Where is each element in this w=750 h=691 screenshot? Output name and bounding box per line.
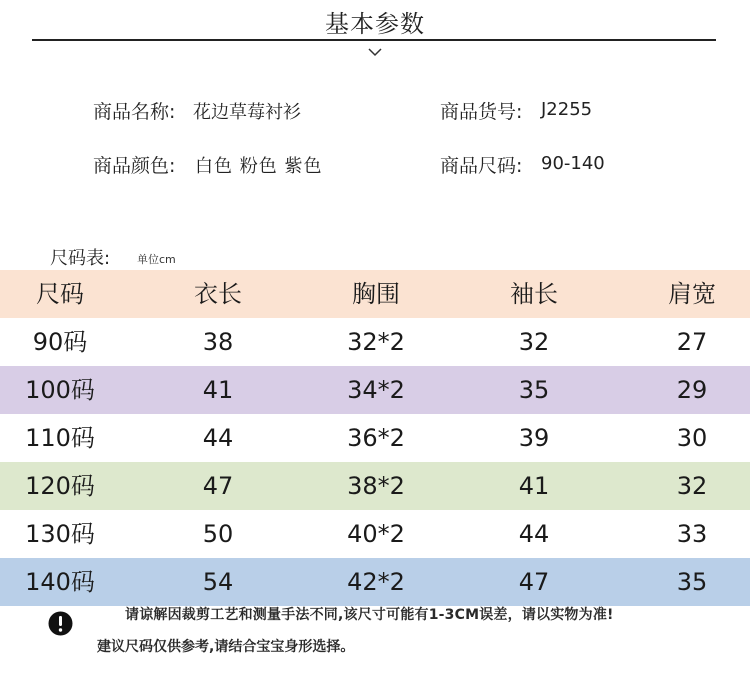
table-cell: 100码: [25, 376, 95, 404]
table-cell: 38: [202, 328, 234, 356]
table-cell: 30: [676, 424, 708, 452]
table-cell: 50: [202, 520, 234, 548]
product-color-label: 商品颜色:: [93, 155, 176, 177]
title-divider: [32, 39, 716, 41]
table-cell: 47: [518, 568, 550, 596]
product-sku-value: J2255: [541, 99, 593, 120]
exclamation-icon: [48, 611, 73, 636]
product-name-label: 商品名称:: [93, 101, 176, 123]
size-table-caption: 尺码表:: [50, 248, 111, 269]
table-cell: 44: [202, 424, 234, 452]
table-cell: 120码: [25, 472, 95, 500]
size-table-unit: 单位cm: [137, 253, 176, 266]
table-cell: 42*2: [347, 568, 405, 596]
table-cell: 32*2: [347, 328, 405, 356]
table-cell: 34*2: [347, 376, 405, 404]
table-header-cell: 肩宽: [668, 280, 716, 308]
table-cell: 44: [518, 520, 550, 548]
page-title: 基本参数: [325, 10, 425, 38]
table-cell: 32: [676, 472, 708, 500]
table-cell: 36*2: [347, 424, 405, 452]
table-cell: 90码: [32, 328, 88, 356]
product-sku-label: 商品货号:: [440, 101, 523, 123]
table-row: [0, 510, 750, 558]
table-cell: 140码: [25, 568, 95, 596]
table-cell: 41: [518, 472, 550, 500]
table-cell: 130码: [25, 520, 95, 548]
chevron-down-icon: [367, 46, 383, 58]
table-header-cell: 胸围: [352, 280, 400, 308]
table-cell: 40*2: [347, 520, 405, 548]
table-cell: 27: [676, 328, 708, 356]
product-size-label: 商品尺码:: [440, 155, 523, 177]
table-header-cell: 尺码: [36, 280, 84, 308]
table-row: [0, 558, 750, 606]
product-name-value: 花边草莓衬衫: [193, 102, 301, 123]
table-cell: 29: [676, 376, 708, 404]
table-cell: 35: [518, 376, 550, 404]
table-header-cell: 衣长: [194, 280, 242, 308]
table-header-cell: 袖长: [510, 280, 558, 308]
product-color-value: 白色 粉色 紫色: [195, 156, 323, 177]
table-cell: 38*2: [347, 472, 405, 500]
table-cell: 35: [676, 568, 708, 596]
table-cell: 54: [202, 568, 234, 596]
table-cell: 32: [518, 328, 550, 356]
table-cell: 39: [518, 424, 550, 452]
size-advice-text: 建议尺码仅供参考,请结合宝宝身形选择。: [97, 639, 355, 655]
table-header-row: [0, 270, 750, 318]
table-row: [0, 366, 750, 414]
table-cell: 33: [676, 520, 708, 548]
disclaimer-text: 请谅解因裁剪工艺和测量手法不同,该尺寸可能有1-3CM误差，请以实物为准!: [125, 607, 614, 623]
table-row: [0, 414, 750, 462]
product-size-value: 90-140: [541, 153, 605, 174]
table-cell: 41: [202, 376, 234, 404]
table-row: [0, 462, 750, 510]
table-row: [0, 318, 750, 366]
table-cell: 110码: [25, 424, 95, 452]
table-cell: 47: [202, 472, 234, 500]
